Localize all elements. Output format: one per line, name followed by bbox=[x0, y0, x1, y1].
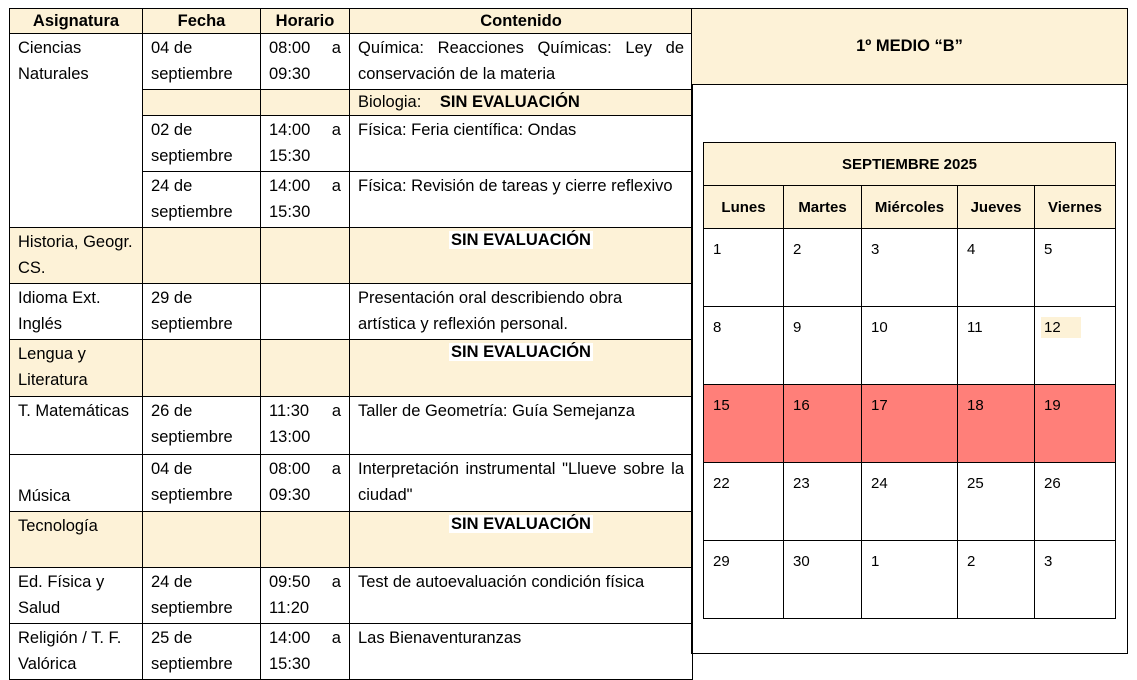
calendar-table bbox=[703, 142, 1116, 619]
schedule-table bbox=[9, 8, 693, 680]
calendar-day-holiday: 15 bbox=[704, 385, 784, 463]
sin-evaluacion-label: SIN EVALUACIÓN bbox=[451, 343, 591, 361]
subject-ingles: Idioma Ext. Inglés bbox=[10, 284, 143, 340]
calendar-day-holiday: 16 bbox=[784, 385, 862, 463]
contenido-cell: Presentación oral describiendo obra artística y reflexión personal. bbox=[350, 284, 693, 340]
table-row bbox=[10, 624, 693, 680]
fecha-cell bbox=[143, 228, 261, 284]
calendar-day: 3 bbox=[1035, 541, 1116, 619]
subject-tecnologia: Tecnología bbox=[10, 512, 143, 568]
calendar-day: 30 bbox=[784, 541, 862, 619]
calendar-day-holiday: 19 bbox=[1035, 385, 1116, 463]
fecha-cell bbox=[143, 90, 261, 116]
calendar-day: 3 bbox=[862, 229, 958, 307]
fecha-cell bbox=[143, 340, 261, 397]
calendar-day: 2 bbox=[958, 541, 1035, 619]
calendar-day bbox=[1035, 307, 1116, 385]
calendar-day: 24 bbox=[862, 463, 958, 541]
weekday-miercoles: Miércoles bbox=[862, 186, 958, 229]
fecha-cell: 24 de septiembre bbox=[143, 568, 261, 624]
table-row bbox=[10, 284, 693, 340]
calendar-day: 25 bbox=[958, 463, 1035, 541]
calendar-day: 23 bbox=[784, 463, 862, 541]
calendar-week-row bbox=[704, 307, 1116, 385]
horario-cell bbox=[261, 512, 350, 568]
horario-cell bbox=[261, 284, 350, 340]
fecha-cell: 04 de septiembre bbox=[143, 34, 261, 90]
fecha-cell: 26 de septiembre bbox=[143, 397, 261, 455]
calendar-month-title: SEPTIEMBRE 2025 bbox=[704, 143, 1116, 186]
contenido-cell bbox=[350, 90, 693, 116]
fecha-cell: 29 de septiembre bbox=[143, 284, 261, 340]
contenido-cell bbox=[350, 228, 693, 284]
weekday-lunes: Lunes bbox=[704, 186, 784, 229]
calendar-week-row bbox=[704, 229, 1116, 307]
subject-ciencias: Ciencias Naturales bbox=[10, 34, 143, 228]
schedule-header-row bbox=[10, 9, 693, 34]
contenido-cell: Física: Feria científica: Ondas bbox=[350, 116, 693, 172]
table-row bbox=[10, 397, 693, 455]
sin-evaluacion-label: SIN EVALUACIÓN bbox=[451, 515, 591, 533]
contenido-cell: Física: Revisión de tareas y cierre reflexivo bbox=[350, 172, 693, 228]
fecha-cell: 04 de septiembre bbox=[143, 455, 261, 512]
calendar-week-row bbox=[704, 385, 1116, 463]
sin-evaluacion-label: SIN EVALUACIÓN bbox=[439, 93, 580, 111]
horario-cell bbox=[261, 90, 350, 116]
horario-cell: 14:00 a 15:30 bbox=[261, 624, 350, 680]
table-row bbox=[10, 512, 693, 568]
calendar-day: 1 bbox=[862, 541, 958, 619]
horario-cell: 09:50 a 11:20 bbox=[261, 568, 350, 624]
table-row bbox=[10, 340, 693, 397]
subject-matematicas: T. Matemáticas bbox=[10, 397, 143, 455]
fecha-cell: 02 de septiembre bbox=[143, 116, 261, 172]
calendar-day: 4 bbox=[958, 229, 1035, 307]
calendar-day-holiday: 18 bbox=[958, 385, 1035, 463]
horario-cell: 14:00 a 15:30 bbox=[261, 172, 350, 228]
horario-cell bbox=[261, 228, 350, 284]
subject-edfisica: Ed. Física y Salud bbox=[10, 568, 143, 624]
subject-religion: Religión / T. F. Valórica bbox=[10, 624, 143, 680]
calendar-day: 2 bbox=[784, 229, 862, 307]
calendar-day: 8 bbox=[704, 307, 784, 385]
header-fecha: Fecha bbox=[143, 9, 261, 34]
horario-cell bbox=[261, 340, 350, 397]
horario-cell: 08:00 a 09:30 bbox=[261, 455, 350, 512]
calendar-day: 11 bbox=[958, 307, 1035, 385]
table-row bbox=[10, 568, 693, 624]
calendar-day-holiday: 17 bbox=[862, 385, 958, 463]
horario-cell: 08:00 a 09:30 bbox=[261, 34, 350, 90]
table-row bbox=[10, 228, 693, 284]
calendar-day: 26 bbox=[1035, 463, 1116, 541]
weekday-martes: Martes bbox=[784, 186, 862, 229]
horario-cell: 14:00 a 15:30 bbox=[261, 116, 350, 172]
fecha-cell: 24 de septiembre bbox=[143, 172, 261, 228]
calendar-day: 29 bbox=[704, 541, 784, 619]
calendar-day: 1 bbox=[704, 229, 784, 307]
fecha-cell bbox=[143, 512, 261, 568]
calendar-weekday-row bbox=[704, 186, 1116, 229]
contenido-cell: Química: Reacciones Químicas: Ley de conservación de la materia bbox=[350, 34, 693, 90]
sin-evaluacion-label: SIN EVALUACIÓN bbox=[451, 231, 591, 249]
header-horario: Horario bbox=[261, 9, 350, 34]
table-row bbox=[10, 455, 693, 512]
calendar-day: 9 bbox=[784, 307, 862, 385]
subject-historia: Historia, Geogr. CS. bbox=[10, 228, 143, 284]
biologia-prefix: Biologia: bbox=[358, 93, 422, 111]
contenido-cell: Las Bienaventuranzas bbox=[350, 624, 693, 680]
contenido-cell bbox=[350, 512, 693, 568]
calendar-day: 10 bbox=[862, 307, 958, 385]
calendar-week-row bbox=[704, 541, 1116, 619]
subject-musica: Música bbox=[10, 455, 143, 512]
header-asignatura: Asignatura bbox=[10, 9, 143, 34]
header-contenido: Contenido bbox=[350, 9, 693, 34]
calendar-week-row bbox=[704, 463, 1116, 541]
weekday-viernes: Viernes bbox=[1035, 186, 1116, 229]
fecha-cell: 25 de septiembre bbox=[143, 624, 261, 680]
contenido-cell: Test de autoevaluación condición física bbox=[350, 568, 693, 624]
contenido-cell bbox=[350, 340, 693, 397]
subject-lengua: Lengua y Literatura bbox=[10, 340, 143, 397]
horario-cell: 11:30 a 13:00 bbox=[261, 397, 350, 455]
contenido-cell: Interpretación instrumental "Llueve sobre la ciudad" bbox=[350, 455, 693, 512]
calendar-day: 5 bbox=[1035, 229, 1116, 307]
contenido-cell: Taller de Geometría: Guía Semejanza bbox=[350, 397, 693, 455]
highlighted-day: 12 bbox=[1041, 317, 1081, 338]
calendar-day: 22 bbox=[704, 463, 784, 541]
course-title: 1º MEDIO “B” bbox=[691, 8, 1128, 85]
weekday-jueves: Jueves bbox=[958, 186, 1035, 229]
table-row bbox=[10, 34, 693, 90]
